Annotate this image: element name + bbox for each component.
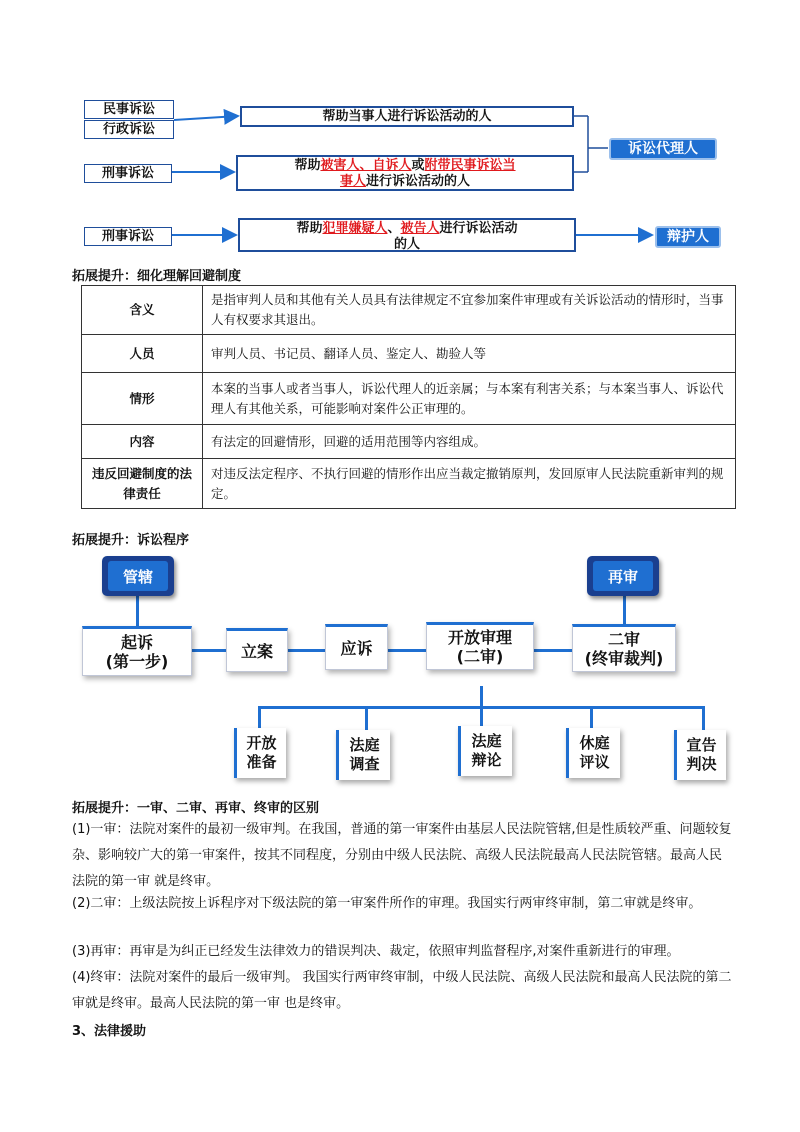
connector (480, 706, 483, 728)
step-second-instance: 二审 (终审裁判) (572, 624, 676, 672)
row-value: 对违反法定程序、不执行回避的情形作出应当裁定撤销原判，发回原审人民法院重新审判的规定。 (203, 459, 736, 509)
substep-debate: 法庭 辩论 (458, 726, 512, 776)
connector (534, 649, 572, 652)
connector (388, 649, 426, 652)
substep-verdict: 宣告 判决 (674, 730, 726, 780)
step-file-case: 立案 (226, 628, 288, 672)
paragraph-final-instance: (4)终审：法院对案件的最后一级审判。 我国实行两审终审制，中级人民法院、高级人民法院和最高人民法院的第二审就是终审。最高人民法院的第一审 也是终审。 (72, 970, 732, 1011)
retrial-label: 再审 (593, 561, 653, 591)
avoidance-table (81, 285, 736, 509)
row-key: 情形 (82, 373, 203, 425)
connector (136, 594, 139, 628)
criminal-litigation-label-2: 刑事诉讼 (84, 227, 172, 246)
differences-heading: 拓展提升：一审、二审、再审、终审的区别 (72, 801, 320, 816)
connector (702, 706, 705, 730)
table-row (82, 335, 736, 373)
defender-label: 辩护人 (655, 226, 721, 248)
table-row (82, 286, 736, 335)
step-prosecute: 起诉 (第一步) (82, 626, 192, 676)
jurisdiction-label: 管辖 (108, 561, 168, 591)
procedure-heading: 拓展提升：诉讼程序 (72, 533, 190, 548)
substep-investigation: 法庭 调查 (336, 730, 390, 780)
substep-deliberation: 休庭 评议 (566, 728, 620, 778)
section-legal-aid-heading: 3、法律援助 (72, 1024, 147, 1039)
connector (287, 649, 325, 652)
row-value: 审判人员、书记员、翻译人员、鉴定人、勘验人等 (203, 335, 736, 373)
row-key: 内容 (82, 425, 203, 459)
civil-litigation-label: 民事诉讼 (84, 100, 174, 119)
agent-civil-box: 帮助当事人进行诉讼活动的人 (240, 106, 574, 127)
table-row (82, 425, 736, 459)
criminal-litigation-label: 刑事诉讼 (84, 164, 172, 183)
connector (623, 594, 626, 628)
step-open-trial: 开放审理 (二审) (426, 622, 534, 670)
row-value: 是指审判人员和其他有关人员具有法律规定不宜参加案件审理或有关诉讼活动的情形时，当事人有权要求其退出。 (203, 286, 736, 335)
jurisdiction-badge (102, 556, 174, 596)
paragraph-retrial: (3)再审：再审是为纠正已经发生法律效力的错误判决、裁定，依照审判监督程序,对案件重新进行的审理。 (72, 944, 680, 959)
row-key: 含义 (82, 286, 203, 335)
litigation-agent-label: 诉讼代理人 (609, 138, 717, 160)
connector (258, 706, 261, 730)
table-row (82, 373, 736, 425)
substep-preparation: 开放 准备 (234, 728, 286, 778)
connector (365, 706, 368, 730)
row-key: 人员 (82, 335, 203, 373)
step-respond: 应诉 (325, 624, 388, 670)
avoidance-heading: 拓展提升：细化理解回避制度 (72, 269, 242, 284)
row-key: 违反回避制度的法律责任 (82, 459, 203, 509)
retrial-badge (587, 556, 659, 596)
table-row (82, 459, 736, 509)
connector (480, 686, 483, 708)
row-value: 有法定的回避情形，回避的适用范围等内容组成。 (203, 425, 736, 459)
connector (590, 706, 593, 730)
administrative-litigation-label: 行政诉讼 (84, 120, 174, 139)
paragraph-first-instance: (1)一审：法院对案件的最初一级审判。在我国，普通的第一审案件由基层人民法院管辖,但是性质较严重、问题较复杂、影响较广大的第一审案件，按其不同程度，分别由中级人民法院、高级人民法院最高人民法院管辖。最高人民法院的第一审 就是终审。 (72, 822, 732, 889)
paragraph-second-instance: (2)二审：上级法院按上诉程序对下级法院的第一审案件所作的审理。我国实行两审终审制，第二审就是终审。 (72, 896, 702, 911)
agent-criminal-box: 帮助被害人、自诉人或附带民事诉讼当 事人进行诉讼活动的人 (236, 155, 574, 191)
defender-box: 帮助犯罪嫌疑人、被告人进行诉讼活动 的人 (238, 218, 576, 252)
connector (192, 649, 226, 652)
row-value: 本案的当事人或者当事人，诉讼代理人的近亲属；与本案有利害关系；与本案当事人、诉讼代理人有其他关系，可能影响对案件公正审理的。 (203, 373, 736, 425)
